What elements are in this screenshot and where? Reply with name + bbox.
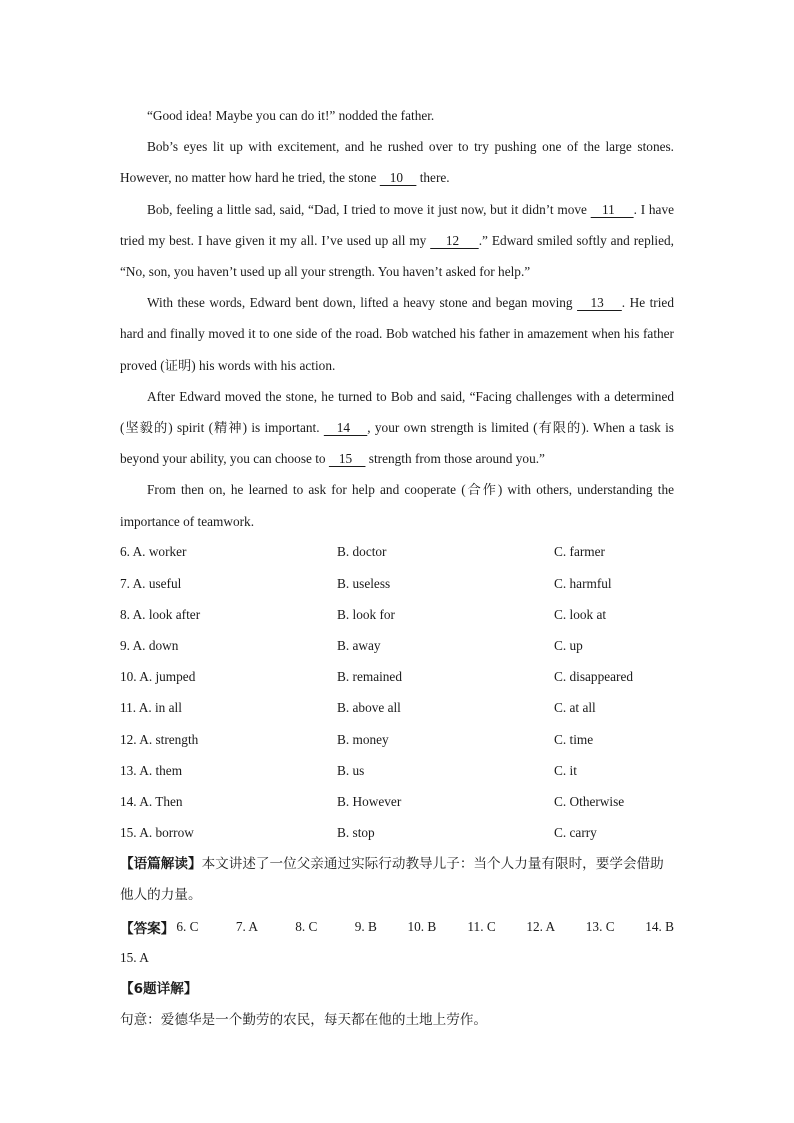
analysis-section bbox=[120, 849, 674, 911]
option-a: 9. A. down bbox=[120, 638, 179, 653]
paragraph-text: . He tried hard and finally moved it to one side of the road. Bob watched his father in amazement when his father proved (证明) his words with his action. bbox=[120, 295, 674, 373]
passage-paragraph-2 bbox=[120, 131, 674, 193]
passage-paragraph-6 bbox=[120, 474, 674, 536]
option-b: B. away bbox=[337, 638, 381, 653]
option-c: C. harmful bbox=[554, 575, 612, 591]
option-a: 15. A. borrow bbox=[120, 825, 194, 841]
detail-label: 【6题详解】 bbox=[120, 980, 198, 997]
option-c: C. Otherwise bbox=[554, 793, 625, 809]
answer-item: 14. B bbox=[645, 918, 675, 934]
option-row-12 bbox=[120, 724, 674, 755]
option-row-7 bbox=[120, 568, 674, 599]
option-row-14 bbox=[120, 786, 674, 817]
paragraph-text: Bob, feeling a little sad, said, “Dad, I tried to move it just now, but it didn’t move bbox=[147, 201, 591, 217]
option-a: 7. A. useful bbox=[120, 575, 182, 591]
analysis-text: 本文讲述了一位父亲通过实际行动教导儿子：当个人力量有限时，要学会借助他人的力量。 bbox=[120, 855, 664, 903]
options-list bbox=[120, 537, 674, 849]
paragraph-text: there. bbox=[416, 170, 450, 186]
option-row-9 bbox=[120, 630, 674, 661]
option-a: 14. A. Then bbox=[120, 793, 183, 809]
option-row-8 bbox=[120, 599, 674, 630]
blank-10: 10 bbox=[379, 170, 417, 186]
document-page bbox=[120, 100, 674, 1036]
option-a: 10. A. jumped bbox=[120, 669, 196, 685]
blank-11: 11 bbox=[590, 201, 634, 217]
blank-12: 12 bbox=[430, 232, 479, 248]
paragraph-text: strength from those around you.” bbox=[365, 451, 545, 467]
paragraph-text: , your own strength is limited (有限的). When a task is beyond your ability, you can choose to bbox=[120, 420, 674, 467]
answer-item: 11. C bbox=[467, 918, 496, 934]
option-c: C. disappeared bbox=[554, 669, 634, 685]
answer-item: 10. B bbox=[407, 918, 437, 934]
passage-paragraph-3 bbox=[120, 194, 674, 288]
option-a: 6. A. worker bbox=[120, 544, 187, 560]
option-c: C. farmer bbox=[554, 544, 605, 560]
option-b: B. doctor bbox=[337, 544, 387, 560]
option-a: 11. A. in all bbox=[120, 700, 182, 716]
blank-13: 13 bbox=[577, 295, 622, 311]
option-b: B. money bbox=[337, 731, 389, 747]
option-b: B. above all bbox=[337, 700, 401, 716]
blank-15: 15 bbox=[328, 451, 366, 467]
paragraph-text: .” Edward smiled softly and replied, “No, son, you haven’t used up all your strength. You haven’t asked for help.” bbox=[120, 232, 674, 280]
option-a: 13. A. them bbox=[120, 762, 183, 778]
option-a: 12. A. strength bbox=[120, 731, 199, 747]
answer-row bbox=[120, 911, 674, 942]
option-b: B. remained bbox=[337, 669, 402, 685]
answer-item: 12. A bbox=[526, 918, 556, 934]
paragraph-text: . I have tried my best. I have given it my all. I’ve used up all my bbox=[120, 201, 674, 248]
option-b: B. useless bbox=[337, 575, 391, 591]
option-b: B. us bbox=[337, 762, 365, 778]
paragraph-text: Bob’s eyes lit up with excitement, and he rushed over to try pushing one of the large stones. However, no matter how hard he tried, the stone bbox=[120, 139, 674, 186]
option-c: C. it bbox=[554, 762, 577, 778]
detail-text: 句意：爱德华是一个勤劳的农民，每天都在他的土地上劳作。 bbox=[120, 1011, 488, 1028]
option-row-6 bbox=[120, 537, 674, 568]
option-row-15 bbox=[120, 818, 674, 849]
answer-item: 8. C bbox=[295, 918, 318, 934]
paragraph-text: From then on, he learned to ask for help and cooperate (合作) with others, understanding the importance of teamwork. bbox=[120, 482, 674, 529]
analysis-label: 【语篇解读】 bbox=[120, 855, 202, 872]
answer-item: 6. C bbox=[176, 918, 199, 934]
passage-paragraph-5 bbox=[120, 381, 674, 475]
passage-paragraph-4 bbox=[120, 287, 674, 381]
option-c: C. time bbox=[554, 731, 594, 747]
answer-item: 9. B bbox=[354, 918, 377, 934]
answer-item: 7. A bbox=[235, 918, 258, 934]
option-b: B. However bbox=[337, 793, 402, 809]
option-a: 8. A. look after bbox=[120, 606, 201, 622]
passage-paragraph-1 bbox=[120, 100, 674, 131]
answer-item-last: 15. A bbox=[120, 950, 149, 966]
answer-label: 【答案】 bbox=[120, 920, 175, 937]
option-c: C. carry bbox=[554, 825, 597, 841]
option-row-13 bbox=[120, 755, 674, 786]
option-row-10 bbox=[120, 662, 674, 693]
option-row-11 bbox=[120, 693, 674, 724]
option-c: C. at all bbox=[554, 700, 596, 716]
option-c: C. up bbox=[554, 638, 583, 653]
option-c: C. look at bbox=[554, 606, 607, 622]
option-b: B. look for bbox=[337, 606, 395, 622]
blank-14: 14 bbox=[323, 420, 368, 436]
answer-item: 13. C bbox=[585, 918, 615, 934]
paragraph-text: After Edward moved the stone, he turned to Bob and said, “Facing challenges with a determined (坚毅的) spirit (精神) is important. bbox=[120, 388, 674, 436]
paragraph-text: With these words, Edward bent down, lifted a heavy stone and began moving bbox=[147, 295, 578, 311]
option-b: B. stop bbox=[337, 825, 375, 841]
paragraph-text: “Good idea! Maybe you can do it!” nodded the father. bbox=[147, 108, 435, 123]
